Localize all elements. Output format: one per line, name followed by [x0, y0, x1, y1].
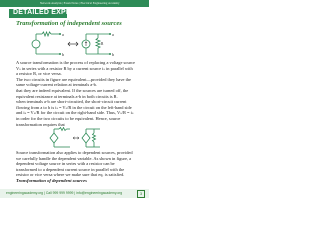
paragraph-line: in order for the two circuits to be equivalent. Hence, source	[16, 115, 121, 121]
voltage-source-circuit	[32, 32, 60, 54]
page-number: 3	[137, 190, 145, 198]
top-header-strip	[0, 0, 149, 7]
dependent-resistor-icon	[59, 128, 67, 131]
page-footer	[0, 189, 149, 198]
dependent-current-source-icon	[82, 133, 90, 143]
paragraph-line: and iₛ = Vₛ/R for the circuit on the right-hand side. Thus, Vₛ/R = iₛ	[16, 110, 134, 116]
paragraph-line: Source transformation also applies to dependent sources, provided	[16, 150, 133, 155]
header-strip-text: Network Analysis | Exam Notes | Electrical Engineering Academy	[40, 1, 120, 5]
terminal-b-label-right: b	[112, 52, 114, 57]
paragraph-line: we carefully handle the dependent variable. As shown in figure, a	[16, 155, 132, 161]
paragraph-line: transformation requires that	[16, 121, 65, 127]
paragraph-1	[16, 60, 140, 127]
paragraph-line: a resistor R, or vice versa.	[16, 71, 62, 77]
parallel-resistor-icon	[96, 38, 100, 48]
terminal-b-label: b	[62, 52, 64, 57]
dependent-parallel-resistor-icon	[93, 133, 96, 142]
paragraph-line: The two circuits in figure are equivalent—provided they have the	[16, 76, 131, 82]
dependent-source-figure	[46, 127, 104, 149]
paragraph-2	[16, 150, 140, 178]
paragraph-line: Vₛ in series with a resistor R by a current source iₛ in parallel with	[16, 65, 133, 71]
paragraph-line: equivalent resistance at terminals a-b in both circuits is R.	[16, 93, 118, 99]
paragraph-line: same voltage-current relation at terminals a-b.	[16, 82, 97, 88]
dependent-arrow-icon	[73, 137, 79, 139]
resistor-label: R	[101, 42, 104, 46]
resistor-icon	[42, 32, 51, 36]
paragraph-line: that they are indeed equivalent. If the sources are turned off, the	[16, 87, 129, 93]
source-transformation-figure	[28, 31, 120, 57]
section-subtitle: Transformation of independent sources	[16, 20, 122, 27]
paragraph-line: flowing from a to b is iₛ = Vₛ/R in the circuit on the left-hand side	[16, 104, 132, 110]
dependent-sources-subheading: Transformation of dependent sources	[16, 178, 87, 183]
equivalence-arrow-icon	[68, 42, 78, 46]
terminal-a-label: a	[62, 32, 64, 37]
paragraph-line: transformed to a dependent current source in parallel with the	[16, 166, 125, 172]
paragraph-line: when terminals a-b are short-circuited, the short-circuit current	[16, 99, 127, 105]
section-title: DETAILED EXPLANATIONS	[13, 9, 108, 16]
voltage-source-icon	[32, 40, 40, 48]
section-title-bar	[9, 9, 108, 18]
paragraph-line: resistor or vice versa where we make sure that eq. is satisfied.	[16, 172, 125, 178]
paragraph-line: A source transformation is the process of replacing a voltage source	[16, 60, 135, 65]
footer-text: engineeringacademy.org | Call 999 999 9999 | info@engineeringacademy.org	[6, 191, 123, 195]
dependent-voltage-source-icon	[50, 133, 58, 143]
paragraph-line: dependent voltage source in series with a resistor can be	[16, 161, 115, 167]
terminal-a-label-right: a	[112, 32, 114, 37]
